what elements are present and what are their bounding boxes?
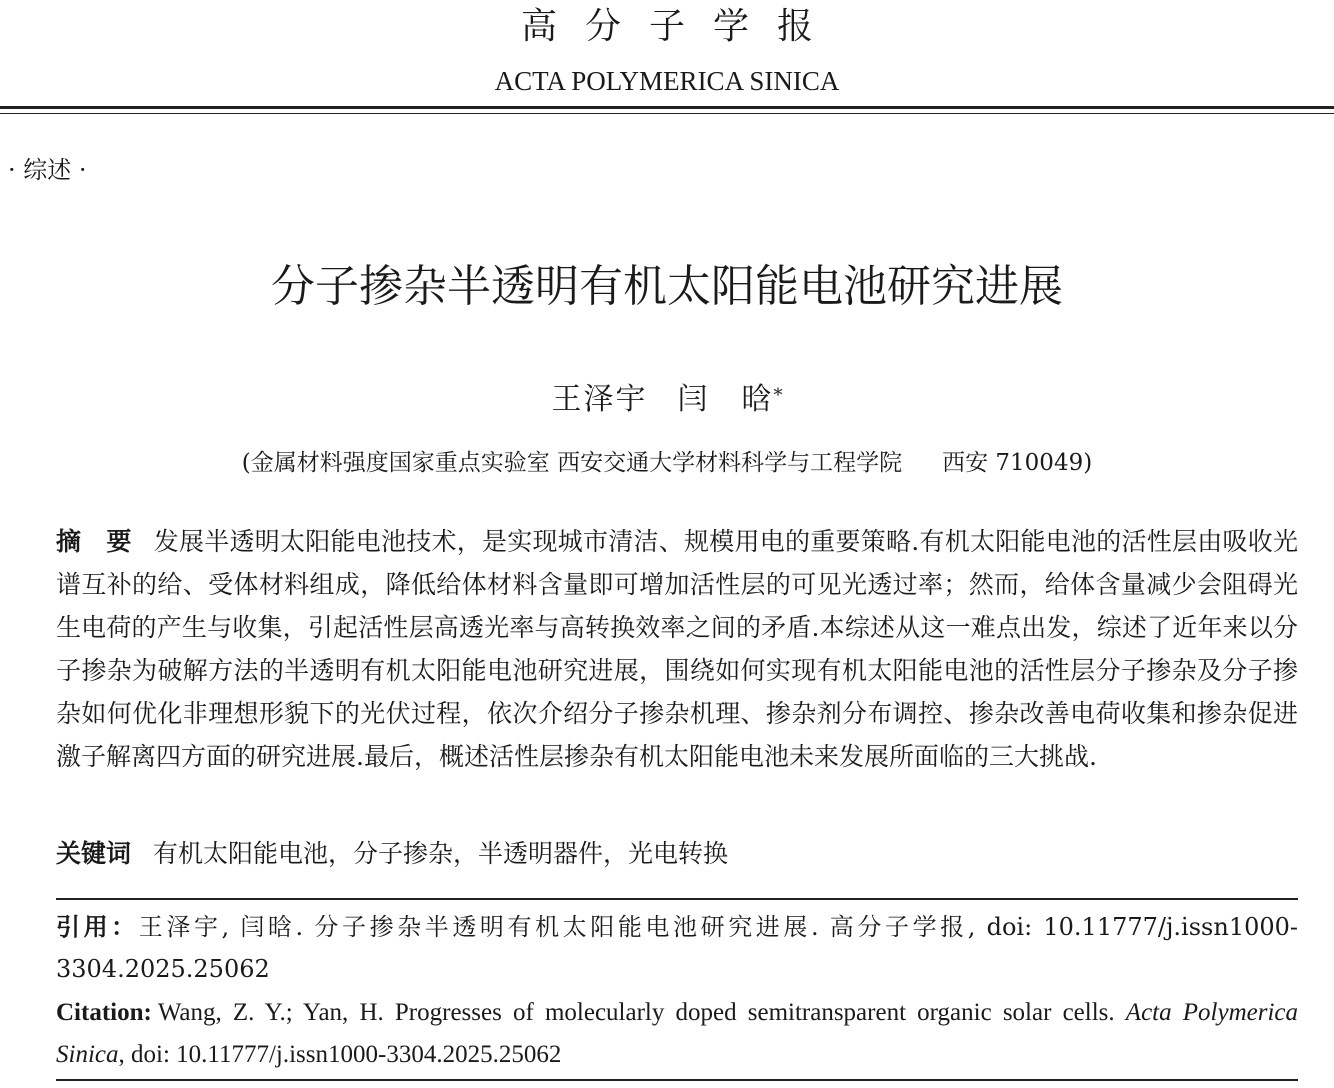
section-tag: · 综述 · xyxy=(8,156,87,184)
author-line xyxy=(0,380,1334,420)
citation-cn xyxy=(56,906,1298,990)
citation-cn-label: 引用： xyxy=(56,913,139,941)
affiliation-city: 西安 710049) xyxy=(942,450,1093,476)
citation-en-text: Wang, Z. Y.; Yan, H. Progresses of molecularly doped semitransparent organic solar cells. xyxy=(157,999,1115,1026)
article-title: 分子掺杂半透明有机太阳能电池研究进展 xyxy=(271,261,1063,312)
citation-en-label: Citation: xyxy=(56,999,152,1026)
header-rule-thick xyxy=(0,106,1334,109)
affiliation-institution: (金属材料强度国家重点实验室 西安交通大学材料科学与工程学院 xyxy=(241,450,903,476)
abstract-text: 发展半透明太阳能电池技术，是实现城市清洁、规模用电的重要策略.有机太阳能电池的活性层由吸收光谱互补的给、受体材料组成，降低给体材料含量即可增加活性层的可见光透过率；然而，给体含量减少会阻碍光生电荷的产生与收集，引起活性层高透光率与高转换效率之间的矛盾.本综述从这一难点出发，综述了近年来以分子掺杂为破解方法的半透明有机太阳能电池研究进展，围绕如何实现有机太阳能电池的活性层分子掺杂及分子掺杂如何优化非理想形貌下的光伏过程，依次介绍分子掺杂机理、掺杂剂分布调控、掺杂改善电荷收集和掺杂促进激子解离四方面的研究进展.最后，概述活性层掺杂有机太阳能电池未来发展所面临的三大挑战. xyxy=(56,527,1298,771)
affiliation xyxy=(0,446,1334,480)
keywords-label: 关键词 xyxy=(56,839,132,868)
abstract-label: 摘 要 xyxy=(56,527,132,556)
author-name: 王泽宇 xyxy=(551,382,648,417)
header-rule-thin xyxy=(0,113,1334,114)
citation-en-doi: , doi: 10.11777/j.issn1000-3304.2025.25062 xyxy=(118,1041,562,1068)
author-name: 闫 晗 xyxy=(677,382,774,417)
keywords-text: 有机太阳能电池，分子掺杂，半透明器件，光电转换 xyxy=(153,839,729,868)
citation-rule-top xyxy=(56,898,1298,900)
journal-name-cn: 高分子学报 xyxy=(520,6,841,47)
citation-en-journal: Acta Polymerica Sinica xyxy=(56,999,1298,1068)
citation-cn-text: 王泽宇, 闫晗. 分子掺杂半透明有机太阳能电池研究进展. 高分子学报, doi: 10.11777/j.issn1000-3304.2025.25062 xyxy=(56,913,1299,983)
corresponding-author-mark: * xyxy=(773,385,783,406)
citation-en xyxy=(56,992,1298,1076)
abstract xyxy=(56,520,1298,778)
citation-rule-bottom xyxy=(56,1079,1298,1081)
journal-name-en: ACTA POLYMERICA SINICA xyxy=(494,66,840,96)
keywords xyxy=(56,834,1298,874)
